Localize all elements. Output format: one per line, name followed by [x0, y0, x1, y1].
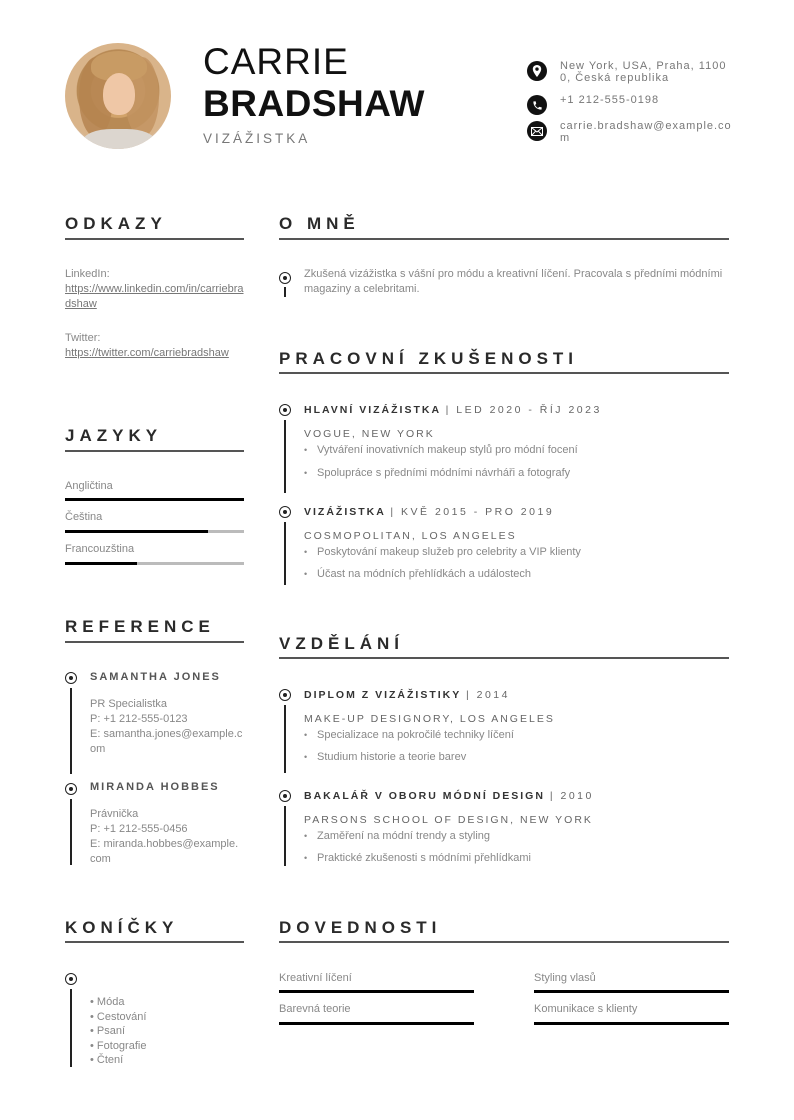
- linkedin-url[interactable]: https://www.linkedin.com/in/carriebradshaw: [65, 283, 244, 310]
- skill-name: Styling vlasů: [534, 972, 596, 984]
- education-bullet: • Praktické zkušenosti s módními přehlídkami: [304, 852, 531, 864]
- envelope-icon: [527, 121, 547, 141]
- section-title-experience: PRACOVNÍ ZKUŠENOSTI: [279, 349, 579, 368]
- skill-name: Komunikace s klienty: [534, 1003, 638, 1015]
- job-title: VIZÁŽISTKA: [203, 131, 311, 146]
- job-company: VOGUE, NEW YORK: [304, 428, 435, 440]
- timeline-line: [284, 420, 286, 493]
- timeline-line: [284, 287, 286, 297]
- section-title-references: REFERENCE: [65, 617, 215, 636]
- section-title-links: ODKAZY: [65, 214, 167, 233]
- link-twitter: Twitter: https://twitter.com/carriebradshaw: [65, 331, 244, 361]
- timeline-dot-icon: [65, 973, 77, 985]
- job-heading: VIZÁŽISTKA | KVĚ 2015 - PRO 2019: [304, 506, 555, 518]
- reference-details: Právnička P: +1 212-555-0456 E: miranda.hobbes@example.com: [90, 808, 239, 865]
- timeline-line: [70, 799, 72, 865]
- timeline-line: [70, 989, 72, 1067]
- job-bullet: • Poskytování makeup služeb pro celebrity a VIP klienty: [304, 546, 581, 558]
- skill-level-bar: [534, 1022, 729, 1025]
- job-heading: HLAVNÍ VIZÁŽISTKA | LED 2020 - ŘÍJ 2023: [304, 404, 602, 416]
- contact-email: carrie.bradshaw@example.com: [527, 120, 735, 144]
- reference-name: SAMANTHA JONES: [90, 671, 221, 683]
- timeline-dot-icon: [65, 672, 77, 684]
- skill-level-bar: [279, 1022, 474, 1025]
- skill-name: Barevná teorie: [279, 1003, 351, 1015]
- section-divider: [279, 657, 729, 659]
- profile-photo: [65, 43, 171, 149]
- language-level-bar: [65, 562, 244, 565]
- section-divider: [65, 450, 244, 452]
- first-name: CARRIE: [203, 41, 349, 82]
- timeline-dot-icon: [279, 272, 291, 284]
- timeline-line: [284, 522, 286, 585]
- location-pin-icon: [527, 61, 547, 81]
- timeline-dot-icon: [65, 783, 77, 795]
- language-name: Francouzština: [65, 543, 135, 555]
- language-name: Angličtina: [65, 480, 113, 492]
- section-title-languages: JAZYKY: [65, 426, 163, 445]
- timeline-dot-icon: [279, 689, 291, 701]
- timeline-dot-icon: [279, 790, 291, 802]
- skill-level-bar: [534, 990, 729, 993]
- language-level-bar: [65, 530, 244, 533]
- job-bullet: • Vytváření inovativních makeup stylů pro módní focení: [304, 444, 578, 456]
- hobbies-list: [90, 995, 146, 1068]
- job-bullet: • Účast na módních přehlídkách a událostech: [304, 568, 531, 580]
- section-divider: [279, 941, 729, 943]
- skill-level-bar: [279, 990, 474, 993]
- skill-name: Kreativní líčení: [279, 972, 352, 984]
- section-title-education: VZDĚLÁNÍ: [279, 634, 404, 653]
- education-heading: BAKALÁŘ V OBORU MÓDNÍ DESIGN | 2010: [304, 790, 594, 802]
- education-bullet: • Specializace na pokročilé techniky líčení: [304, 729, 514, 741]
- education-bullet: • Studium historie a teorie barev: [304, 751, 466, 763]
- hobby-item: • Čtení: [90, 1054, 124, 1067]
- section-divider: [65, 941, 244, 943]
- link-linkedin: LinkedIn: https://www.linkedin.com/in/carriebradshaw: [65, 268, 244, 310]
- hobby-item: • Cestování: [90, 1010, 147, 1023]
- education-heading: DIPLOM Z VIZÁŽISTIKY | 2014: [304, 689, 510, 701]
- timeline-line: [284, 806, 286, 866]
- job-bullet: • Spolupráce s předními módními návrháři a fotografy: [304, 467, 570, 479]
- section-title-about: O MNĚ: [279, 214, 360, 233]
- hobby-item: • Psaní: [90, 1025, 126, 1038]
- reference-details: PR Specialistka P: +1 212-555-0123 E: samantha.jones@example.com: [90, 698, 243, 755]
- section-title-skills: DOVEDNOSTI: [279, 918, 442, 937]
- hobby-item: • Fotografie: [90, 1039, 147, 1052]
- language-level-bar: [65, 498, 244, 501]
- timeline-dot-icon: [279, 506, 291, 518]
- education-bullet: • Zaměření na módní trendy a styling: [304, 830, 490, 842]
- section-divider: [279, 238, 729, 240]
- about-text: Zkušená vizážistka s vášní pro módu a kreativní líčení. Pracovala s předními módními magaziny a celebritami.: [304, 268, 723, 295]
- contact-address: New York, USA, Praha, 11000, Česká republika: [527, 60, 735, 84]
- section-title-hobbies: KONÍČKY: [65, 918, 179, 937]
- education-school: PARSONS SCHOOL OF DESIGN, NEW YORK: [304, 814, 593, 826]
- reference-name: MIRANDA HOBBES: [90, 781, 220, 793]
- phone-icon: [527, 95, 547, 115]
- language-name: Čeština: [65, 511, 103, 523]
- education-school: MAKE-UP DESIGNORY, LOS ANGELES: [304, 713, 555, 725]
- timeline-line: [284, 705, 286, 773]
- timeline-dot-icon: [279, 404, 291, 416]
- hobby-item: • Móda: [90, 996, 125, 1008]
- last-name: BRADSHAW: [203, 83, 425, 124]
- section-divider: [279, 372, 729, 374]
- section-divider: [65, 238, 244, 240]
- job-company: COSMOPOLITAN, LOS ANGELES: [304, 530, 517, 542]
- timeline-line: [70, 688, 72, 774]
- section-divider: [65, 641, 244, 643]
- twitter-url[interactable]: https://twitter.com/carriebradshaw: [65, 347, 229, 359]
- contact-phone: +1 212-555-0198: [527, 94, 735, 115]
